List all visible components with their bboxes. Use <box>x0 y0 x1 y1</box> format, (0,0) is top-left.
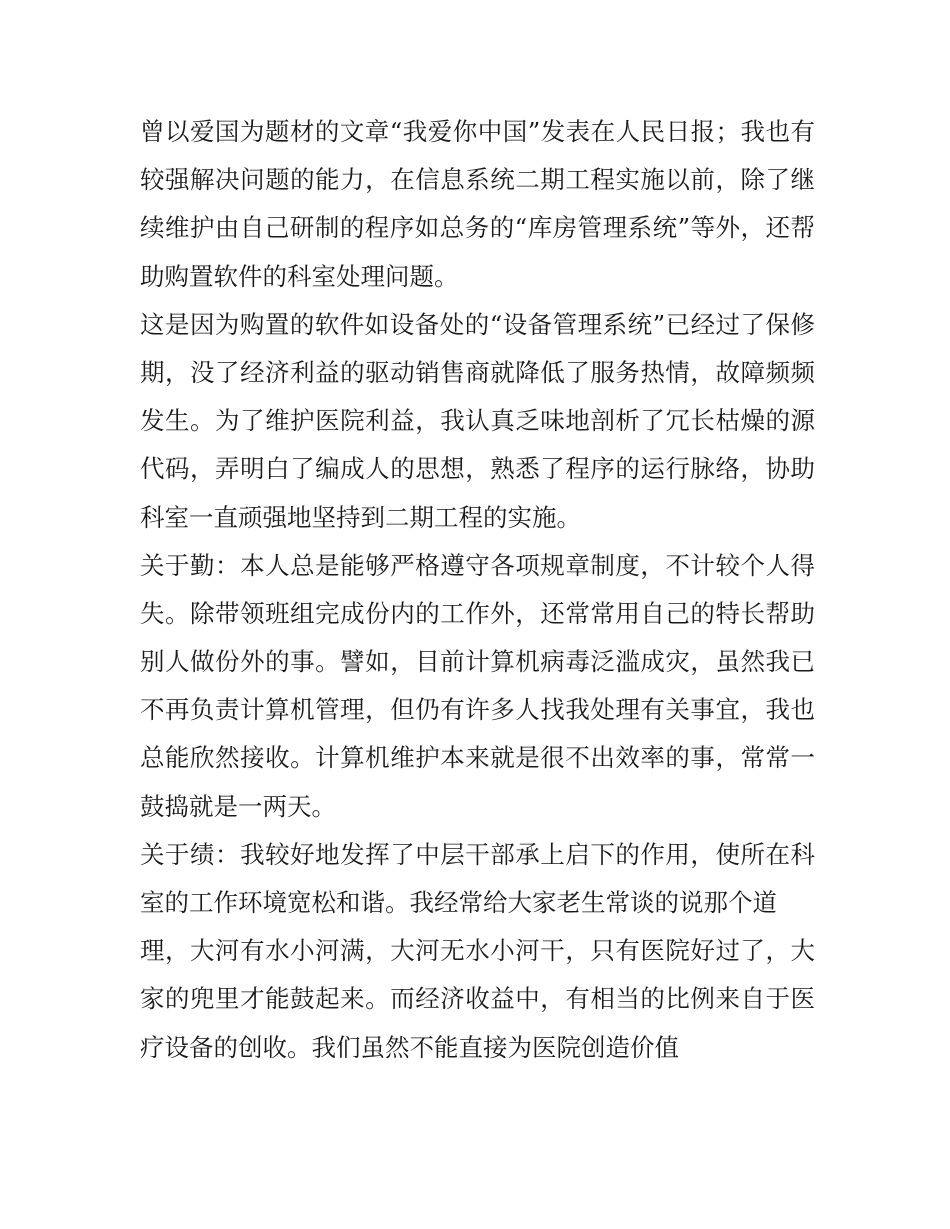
document-body <box>140 108 815 1072</box>
text-line: 曾以爱国为题材的文章“我爱你中国”发表在人民日报；我也有 <box>140 117 815 146</box>
text-line: 鼓捣就是一两天。 <box>140 791 336 821</box>
text-line: 这是因为购置的软件如设备处的“设备管理系统”已经过了保修 <box>140 309 815 339</box>
text-line: 科室一直顽强地坚持到二期工程的实施。 <box>140 502 581 532</box>
text-line: 疗设备的创收。我们虽然不能直接为医院创造价值 <box>140 1032 679 1062</box>
text-line: 别人做份外的事。譬如，目前计算机病毒泛滥成灾，虽然我已 <box>140 647 815 677</box>
text-line: 家的兜里才能鼓起来。而经济收益中，有相当的比例来自于医 <box>140 984 815 1014</box>
text-line: 关于勤：本人总是能够严格遵守各项规章制度，不计较个人得 <box>140 550 815 580</box>
text-line: 较强解决问题的能力，在信息系统二期工程实施以前，除了继 <box>140 165 815 195</box>
text-line: 发生。为了维护医院利益，我认真乏味地剖析了冗长枯燥的源 <box>140 406 815 436</box>
text-line: 失。除带领班组完成份内的工作外，还常常用自己的特长帮助 <box>140 598 815 628</box>
text-line: 理，大河有水小河满，大河无水小河干，只有医院好过了，大 <box>140 936 815 966</box>
text-line: 不再负责计算机管理，但仍有许多人找我处理有关事宜，我也 <box>140 695 815 725</box>
text-line: 期，没了经济利益的驱动销售商就降低了服务热情，故障频频 <box>140 357 815 387</box>
text-line: 室的工作环境宽松和谐。我经常给大家老生常谈的说那个道 <box>140 888 777 917</box>
text-line: 续维护由自己研制的程序如总务的“库房管理系统”等外，还帮 <box>140 213 815 243</box>
text-line: 总能欣然接收。计算机维护本来就是很不出效率的事，常常一 <box>140 743 815 773</box>
text-line: 代码，弄明白了编成人的思想，熟悉了程序的运行脉络，协助 <box>140 454 815 484</box>
text-line: 关于绩：我较好地发挥了中层干部承上启下的作用，使所在科 <box>140 839 815 869</box>
text-line: 助购置软件的科室处理问题。 <box>140 261 459 291</box>
